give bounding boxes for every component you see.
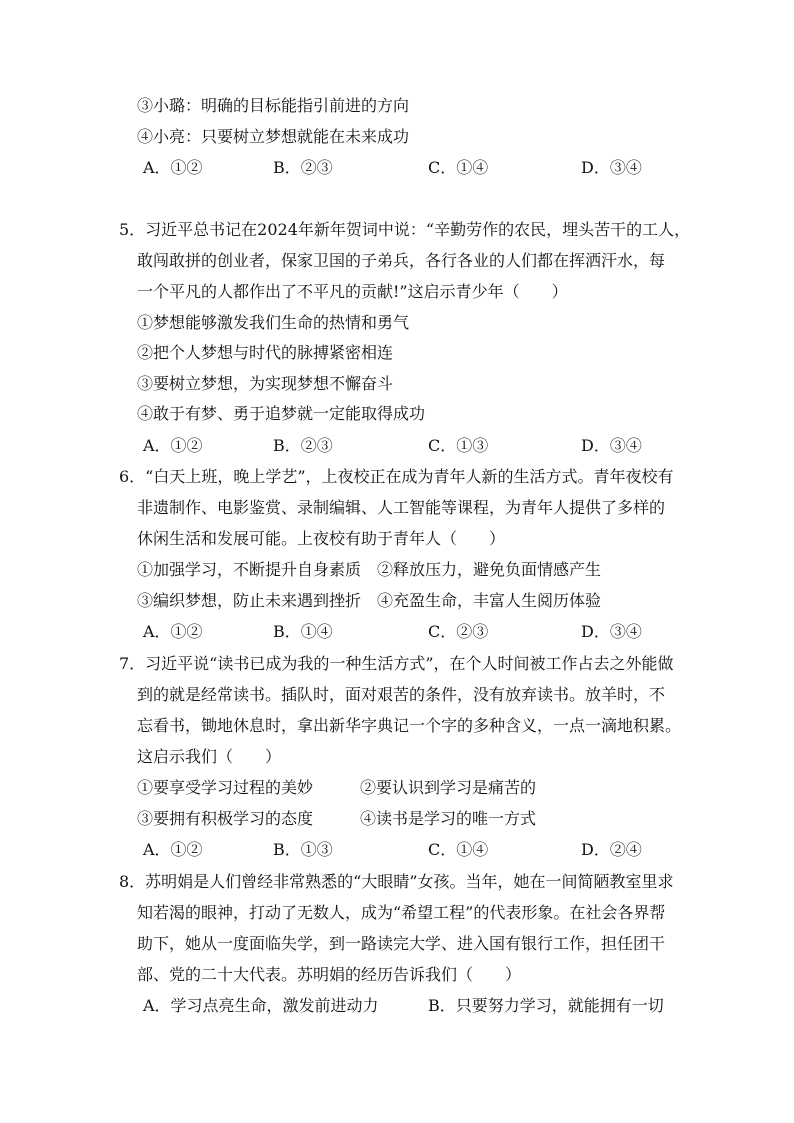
q8-stem-line-1: 8．苏明娟是人们曾经非常熟悉的“大眼睛”女孩。当年，她在一间简陋教室里求 xyxy=(119,872,674,891)
q8-option-a: A．学习点亮生命，激发前进动力 xyxy=(143,996,379,1015)
q6-stem-line-3: 休闲生活和发展可能。上夜校有助于青年人（ ） xyxy=(137,529,506,548)
q7-statement-2: ②要认识到学习是痛苦的 xyxy=(360,778,537,797)
q7-statement-4: ④读书是学习的唯一方式 xyxy=(360,809,537,828)
q7-option-b: B．①③ xyxy=(273,840,333,859)
q6-option-a: A．①② xyxy=(143,622,203,641)
q6-stem-line-1: 6．“白天上班，晚上学艺”，上夜校正在成为青年人新的生活方式。青年夜校有 xyxy=(119,467,674,486)
q8-option-b: B．只要努力学习，就能拥有一切 xyxy=(428,996,664,1015)
q5-stem-line-1: 5．习近平总书记在2024年新年贺词中说：“辛勤劳作的农民，埋头苦干的工人， xyxy=(119,220,691,239)
q5-statement-1: ①梦想能够激发我们生命的热情和勇气 xyxy=(137,313,410,332)
q4-option-b: B．②③ xyxy=(273,158,333,177)
q7-option-a: A．①② xyxy=(143,840,203,859)
q5-option-a: A．①② xyxy=(143,436,203,455)
q5-statement-4: ④敢于有梦、勇于追梦就一定能取得成功 xyxy=(137,404,426,423)
q6-option-d: D．③④ xyxy=(581,622,642,641)
q7-statement-3: ③要拥有积极学习的态度 xyxy=(137,809,314,828)
q4-statement-4: ④小亮：只要树立梦想就能在未来成功 xyxy=(137,127,410,146)
q7-statement-1: ①要享受学习过程的美妙 xyxy=(137,778,314,797)
q6-statements-row-2: ③编织梦想，防止未来遇到挫折 ④充盈生命，丰富人生阅历体验 xyxy=(137,591,602,610)
q5-option-c: C．①③ xyxy=(428,436,489,455)
q4-option-d: D．③④ xyxy=(581,158,642,177)
q6-stem-line-2: 非遗制作、电影鉴赏、录制编辑、人工智能等课程，为青年人提供了多样的 xyxy=(137,498,666,517)
q5-statement-2: ②把个人梦想与时代的脉搏紧密相连 xyxy=(137,343,394,362)
q6-statements-row-1: ①加强学习，不断提升自身素质 ②释放压力，避免负面情感产生 xyxy=(137,560,602,579)
q7-stem-line-1: 7．习近平说“读书已成为我的一种生活方式”，在个人时间被工作占去之外能做 xyxy=(119,654,674,673)
q7-stem-line-4: 这启示我们（ ） xyxy=(137,747,282,766)
q5-stem-line-2: 敢闯敢拼的创业者，保家卫国的子弟兵，各行各业的人们都在挥洒汗水，每 xyxy=(137,251,666,270)
q7-stem-line-2: 到的就是经常读书。插队时，面对艰苦的条件，没有放弃读书。放羊时，不 xyxy=(137,685,666,704)
q5-stem-line-3: 一个平凡的人都作出了不平凡的贡献!”这启示青少年（ ） xyxy=(137,282,568,301)
q7-option-d: D．②④ xyxy=(581,840,642,859)
q5-option-b: B．②③ xyxy=(273,436,333,455)
q8-stem-line-2: 知若渴的眼神，打动了无数人，成为“希望工程”的代表形象。在社会各界帮 xyxy=(137,903,666,922)
q7-option-c: C．①④ xyxy=(428,840,489,859)
q4-option-a: A．①② xyxy=(143,158,203,177)
q6-option-b: B．①④ xyxy=(273,622,333,641)
q6-option-c: C．②③ xyxy=(428,622,489,641)
q5-statement-3: ③要树立梦想，为实现梦想不懈奋斗 xyxy=(137,374,394,393)
q8-stem-line-3: 助下，她从一度面临失学，到一路读完大学、进入国有银行工作，担任团干 xyxy=(137,934,666,953)
q4-option-c: C．①④ xyxy=(428,158,489,177)
q4-statement-3: ③小璐：明确的目标能指引前进的方向 xyxy=(137,96,410,115)
q7-stem-line-3: 忘看书，锄地休息时，拿出新华字典记一个字的多种含义，一点一滴地积累。 xyxy=(137,716,682,735)
q8-stem-line-4: 部、党的二十大代表。苏明娟的经历告诉我们（ ） xyxy=(137,965,522,984)
q5-option-d: D．③④ xyxy=(581,436,642,455)
